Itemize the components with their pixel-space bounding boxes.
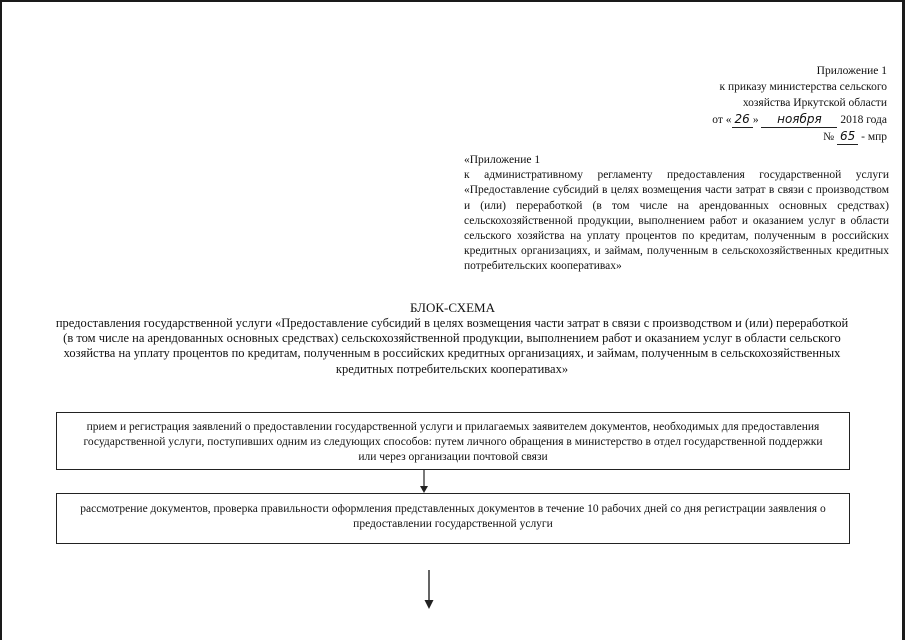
number-prefix: № [823,131,835,143]
date-prefix: от « [712,114,732,126]
regulation-appendix-text: к административному регламенту предоставления государственной услуги «Предоставление субсидий в целях возмещения части затрат в связи с производством и (или) переработкой (в том числе на арендованных основных средствах) сельскохозяйственной продукции, выполнением работ и оказанием услуг в области сельского хозяйства на уплату процентов по кредитам, полученным в российских кредитных организациях, и займам, полученным в сельскохозяйственных кредитных потребительских кооперативах» [464,169,889,273]
regulation-appendix-block [464,153,889,275]
flowchart-step-1: прием и регистрация заявлений о предоставлении государственной услуги и прилагаемых заявителем документов, необходимых для предоставления государственной услуги, поступивших одним из следующих способов: путем личного обращения в министерство в отдел государственной поддержки или через организации почтовой связи [56,412,850,470]
order-appendix-header [712,63,887,145]
order-date-line [712,111,887,128]
flowchart-title: БЛОК-СХЕМА [410,300,495,315]
date-quote-close: » [752,114,759,126]
arrow-down-icon [417,470,431,494]
handwritten-number: 65 [837,128,858,145]
number-suffix: - мпр [861,131,887,143]
date-year: 2018 года [840,114,887,126]
flowchart-step-2: рассмотрение документов, проверка правильности оформления представленных документов в течение 10 рабочих дней со дня регистрации заявления о предоставлении государственной услуги [56,493,850,544]
order-reference-line: к приказу министерства сельского [719,81,887,93]
handwritten-month: ноября [761,111,837,128]
ministry-line: хозяйства Иркутской области [742,97,887,109]
appendix-label: Приложение 1 [816,65,887,77]
handwritten-day: 26 [732,111,753,128]
order-number-line [712,128,887,145]
regulation-appendix-label: «Приложение 1 [464,154,541,166]
arrow-down-icon [422,570,436,610]
flowchart-subtitle: предоставления государственной услуги «Предоставление субсидий в целях возмещения части затрат в связи с производством и (или) переработкой (в том числе на арендованных основных средствах) сельскохозяйственной продукции, выполнением работ и оказанием услуг в области сельского хозяйства на уплату процентов по кредитам, полученным в российских кредитных организациях, и займам, полученным в сельскохозяйственных кредитных потребительских кооперативах» [55,316,849,376]
scan-edge-top [0,0,905,2]
scan-edge-left [0,0,2,640]
